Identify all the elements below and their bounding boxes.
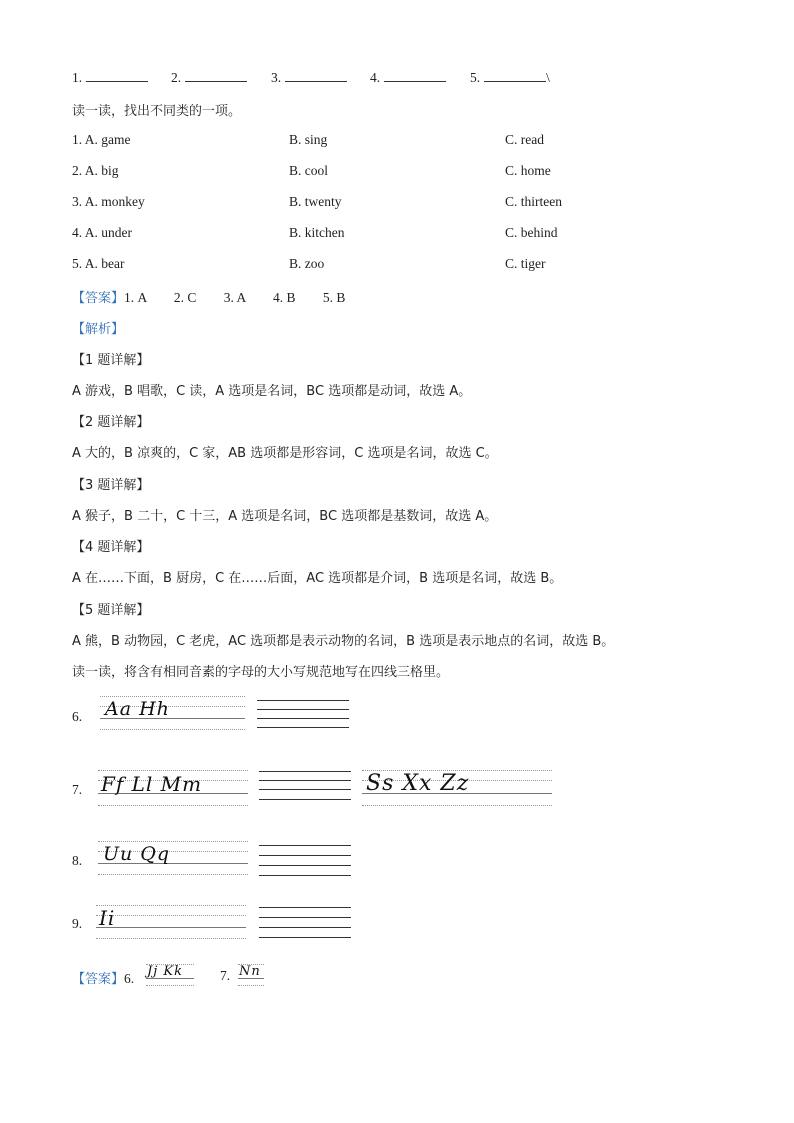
section2-answer-line: 【答案】6. <box>72 971 135 987</box>
section1-instruction: 读一读，找出不同类的一项。 <box>72 104 242 119</box>
question-5-a: 5. A. bear <box>72 256 125 271</box>
item-7-extra-letter-guide <box>362 770 552 806</box>
item-7-writing-lines[interactable] <box>259 771 351 801</box>
answer-7-letter-guide <box>238 964 264 986</box>
section2-answer-label: 【答案】 <box>72 972 125 987</box>
answer-line-1: 【答案】1. A 2. C 3. A 4. B 5. B <box>72 290 346 306</box>
detail-4-text: A 在……下面，B 厨房，C 在……后面，AC 选项都是介词，B 选项是名词，故选 B。 <box>72 571 563 586</box>
detail-5-title: 【5 题详解】 <box>72 603 150 618</box>
item-7-letters: Ff Ll Mm <box>101 772 203 796</box>
answer-6-letters: Jj Kk <box>147 964 183 979</box>
item-8-writing-lines[interactable] <box>259 845 351 875</box>
item-7-extra-letters: Ss Xx Zz <box>366 771 470 796</box>
item-9-number: 9. <box>72 916 83 931</box>
question-4-c: C. behind <box>505 225 558 240</box>
question-2-c: C. home <box>505 163 551 178</box>
question-1-a: 1. A. game <box>72 132 131 147</box>
item-6-number: 6. <box>72 709 83 724</box>
blank-3[interactable]: 3. <box>271 68 347 86</box>
detail-3-title: 【3 题详解】 <box>72 478 150 493</box>
blank-1[interactable]: 1. <box>72 68 148 86</box>
item-9-writing-lines[interactable] <box>259 907 351 937</box>
blank-2[interactable]: 2. <box>171 68 247 86</box>
analysis-label: 【解析】 <box>72 322 125 337</box>
detail-1-title: 【1 题详解】 <box>72 353 150 368</box>
item-8-letter-guide <box>98 841 248 875</box>
question-5-b: B. zoo <box>289 256 325 271</box>
answer-7-letters: Nn <box>239 964 261 979</box>
question-5-c: C. tiger <box>505 256 546 271</box>
answer-label: 【答案】 <box>72 291 125 306</box>
item-6-writing-lines[interactable] <box>257 700 349 730</box>
answer-6-letter-guide <box>146 964 194 986</box>
item-8-number: 8. <box>72 853 83 868</box>
question-3-b: B. twenty <box>289 194 342 209</box>
detail-1-text: A 游戏，B 唱歌，C 读，A 选项是名词，BC 选项都是动词，故选 A。 <box>72 384 472 399</box>
detail-4-title: 【4 题详解】 <box>72 540 150 555</box>
question-1-b: B. sing <box>289 132 328 147</box>
detail-3-text: A 猴子，B 二十，C 十三，A 选项是名词，BC 选项都是基数词，故选 A。 <box>72 509 498 524</box>
item-9-letter-guide <box>96 905 246 939</box>
detail-2-title: 【2 题详解】 <box>72 415 150 430</box>
section2-instruction: 读一读，将含有相同音素的字母的大小写规范地写在四线三格里。 <box>72 665 450 680</box>
detail-2-text: A 大的，B 凉爽的，C 家，AB 选项都是形容词，C 选项是名词，故选 C。 <box>72 446 498 461</box>
item-9-letters: Ii <box>99 906 116 930</box>
question-2-b: B. cool <box>289 163 328 178</box>
blank-5[interactable]: 5. \ <box>470 70 550 85</box>
item-7-letter-guide <box>98 770 248 806</box>
detail-5-text: A 熊，B 动物园，C 老虎，AC 选项都是表示动物的名词，B 选项是表示地点的名词，故选 B。 <box>72 634 615 649</box>
item-6-letters: Aa Hh <box>105 698 170 720</box>
question-4-b: B. kitchen <box>289 225 345 240</box>
item-6-letter-guide <box>100 696 245 730</box>
item-8-letters: Uu Qq <box>103 843 171 865</box>
question-3-c: C. thirteen <box>505 194 562 209</box>
blank-4[interactable]: 4. <box>370 68 446 86</box>
question-3-a: 3. A. monkey <box>72 194 145 209</box>
answer-7-number: 7. <box>220 968 231 983</box>
question-4-a: 4. A. under <box>72 225 133 240</box>
question-2-a: 2. A. big <box>72 163 119 178</box>
item-7-number: 7. <box>72 782 83 797</box>
question-1-c: C. read <box>505 132 544 147</box>
